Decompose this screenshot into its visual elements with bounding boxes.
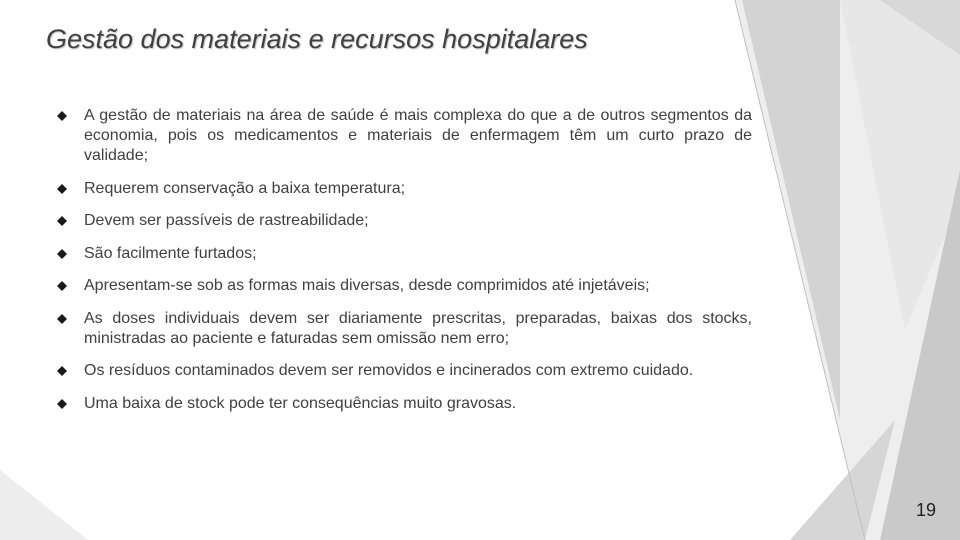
bullet-text: Requerem conservação a baixa temperatura; — [84, 179, 406, 197]
diamond-bullet-icon — [57, 314, 67, 324]
bullet-text: Devem ser passíveis de rastreabilidade; — [84, 212, 369, 229]
bullet-item — [84, 394, 752, 414]
bullet-item — [84, 309, 752, 349]
bullet-text: São facilmente furtados; — [84, 244, 257, 262]
diamond-bullet-icon — [57, 216, 67, 226]
diamond-bullet-icon — [57, 366, 67, 376]
decor-bottom-left-wedge — [0, 470, 88, 540]
bullet-item — [84, 361, 752, 381]
bullet-item — [84, 244, 752, 264]
bullet-item — [84, 211, 752, 231]
bullet-text: As doses individuais devem ser diariamente prescritas, preparadas, baixas dos stocks, ministradas ao paciente e faturadas sem omissão nem erro; — [84, 309, 752, 347]
slide-title: Gestão dos materiais e recursos hospitalares — [46, 24, 588, 54]
bullet-list — [84, 106, 752, 426]
bullet-item — [84, 106, 752, 166]
bullet-item — [84, 179, 752, 199]
diamond-bullet-icon — [57, 249, 67, 259]
bullet-text: A gestão de materiais na área de saúde é mais complexa do que a de outros segmentos da economia, pois os medicamentos e materiais de enfermagem têm um curto prazo de validade; — [84, 107, 752, 164]
bullet-item — [84, 276, 752, 296]
diamond-bullet-icon — [57, 399, 67, 409]
bullet-text: Os resíduos contaminados devem ser removidos e incinerados com extremo cuidado. — [84, 362, 694, 379]
diamond-bullet-icon — [57, 184, 67, 194]
diamond-bullet-icon — [57, 281, 67, 291]
bullet-text: Uma baixa de stock pode ter consequências muito gravosas. — [84, 394, 517, 412]
diamond-bullet-icon — [57, 111, 67, 121]
bullet-text: Apresentam-se sob as formas mais diversas, desde comprimidos até injetáveis; — [84, 277, 650, 294]
slide-number: 19 — [915, 500, 936, 520]
